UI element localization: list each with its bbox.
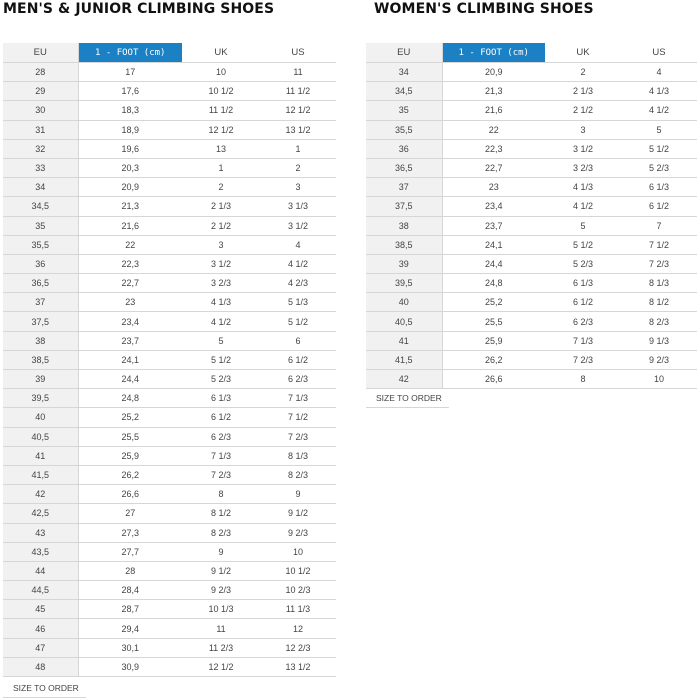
cell-uk: 2: [182, 178, 260, 197]
cell-us: 9: [260, 485, 336, 504]
table-row: [366, 101, 697, 120]
cell-us: 5 1/3: [260, 293, 336, 312]
cell-uk: 6 2/3: [182, 427, 260, 446]
cell-eu: 40: [3, 408, 78, 427]
mens-size-table: [3, 43, 336, 677]
cell-foot-cm: 24,8: [442, 274, 545, 293]
cell-us: 10: [621, 370, 697, 389]
cell-us: 9 2/3: [260, 523, 336, 542]
cell-foot-cm: 20,9: [78, 178, 182, 197]
cell-eu: 38,5: [366, 235, 442, 254]
cell-us: 3 1/2: [260, 216, 336, 235]
cell-eu: 42,5: [3, 504, 78, 523]
cell-us: 8 2/3: [621, 312, 697, 331]
cell-eu: 38: [3, 331, 78, 350]
cell-uk: 2 1/3: [545, 82, 621, 101]
cell-us: 5 1/2: [621, 139, 697, 158]
cell-foot-cm: 27: [78, 504, 182, 523]
table-row: [3, 504, 336, 523]
cell-eu: 39: [3, 370, 78, 389]
table-row: [3, 158, 336, 177]
cell-uk: 10 1/2: [182, 82, 260, 101]
cell-us: 9 2/3: [621, 350, 697, 369]
cell-eu: 41,5: [3, 465, 78, 484]
cell-uk: 5: [182, 331, 260, 350]
table-row: [3, 638, 336, 657]
cell-foot-cm: 23,4: [78, 312, 182, 331]
cell-uk: 12 1/2: [182, 120, 260, 139]
cell-foot-cm: 22,7: [442, 158, 545, 177]
table-row: [3, 561, 336, 580]
cell-uk: 7 2/3: [182, 465, 260, 484]
cell-foot-cm: 18,3: [78, 101, 182, 120]
womens-title: WOMEN'S CLIMBING SHOES: [374, 1, 594, 17]
cell-foot-cm: 17: [78, 63, 182, 82]
header-eu: EU: [3, 43, 78, 63]
cell-uk: 4 1/2: [182, 312, 260, 331]
table-row: [3, 197, 336, 216]
cell-us: 11 1/3: [260, 600, 336, 619]
table-row: [3, 427, 336, 446]
cell-eu: 37: [366, 178, 442, 197]
cell-eu: 35,5: [3, 235, 78, 254]
cell-uk: 4 1/2: [545, 197, 621, 216]
table-row: [366, 293, 697, 312]
cell-eu: 29: [3, 82, 78, 101]
cell-foot-cm: 26,2: [442, 350, 545, 369]
cell-eu: 39,5: [366, 274, 442, 293]
cell-us: 11 1/2: [260, 82, 336, 101]
cell-foot-cm: 27,3: [78, 523, 182, 542]
cell-foot-cm: 25,2: [442, 293, 545, 312]
cell-eu: 39: [366, 254, 442, 273]
cell-us: 6: [260, 331, 336, 350]
cell-uk: 6 1/3: [182, 389, 260, 408]
cell-eu: 43,5: [3, 542, 78, 561]
cell-eu: 37,5: [3, 312, 78, 331]
cell-us: 12 2/3: [260, 638, 336, 657]
cell-us: 4: [621, 63, 697, 82]
cell-foot-cm: 22,7: [78, 274, 182, 293]
cell-uk: 10 1/3: [182, 600, 260, 619]
cell-uk: 7 2/3: [545, 350, 621, 369]
cell-foot-cm: 25,5: [442, 312, 545, 331]
cell-uk: 9: [182, 542, 260, 561]
cell-us: 10 1/2: [260, 561, 336, 580]
cell-uk: 11 1/2: [182, 101, 260, 120]
table-row: [3, 389, 336, 408]
table-row: [366, 312, 697, 331]
cell-eu: 35,5: [366, 120, 442, 139]
cell-eu: 30: [3, 101, 78, 120]
cell-us: 11: [260, 63, 336, 82]
cell-foot-cm: 29,4: [78, 619, 182, 638]
cell-eu: 31: [3, 120, 78, 139]
table-row: [3, 446, 336, 465]
table-row: [3, 523, 336, 542]
cell-uk: 3 2/3: [182, 274, 260, 293]
header-us: US: [621, 43, 697, 63]
cell-uk: 5 2/3: [182, 370, 260, 389]
cell-us: 7 1/3: [260, 389, 336, 408]
cell-uk: 2 1/2: [182, 216, 260, 235]
cell-foot-cm: 21,6: [78, 216, 182, 235]
cell-foot-cm: 23,7: [78, 331, 182, 350]
womens-size-table: [366, 43, 697, 389]
table-row: [3, 120, 336, 139]
table-row: [366, 139, 697, 158]
cell-us: 4: [260, 235, 336, 254]
cell-foot-cm: 24,4: [442, 254, 545, 273]
cell-uk: 3 1/2: [545, 139, 621, 158]
cell-foot-cm: 25,2: [78, 408, 182, 427]
cell-eu: 45: [3, 600, 78, 619]
cell-eu: 28: [3, 63, 78, 82]
cell-uk: 3: [182, 235, 260, 254]
cell-us: 7 1/2: [621, 235, 697, 254]
cell-us: 5: [621, 120, 697, 139]
table-row: [3, 331, 336, 350]
size-to-order-note: SIZE TO ORDER: [3, 681, 86, 698]
cell-us: 13 1/2: [260, 120, 336, 139]
table-row: [366, 235, 697, 254]
cell-foot-cm: 21,3: [78, 197, 182, 216]
cell-foot-cm: 23: [442, 178, 545, 197]
cell-uk: 3 2/3: [545, 158, 621, 177]
table-row: [366, 216, 697, 235]
cell-us: 8 1/2: [621, 293, 697, 312]
cell-uk: 12 1/2: [182, 657, 260, 676]
cell-foot-cm: 22,3: [78, 254, 182, 273]
cell-uk: 4 1/3: [182, 293, 260, 312]
cell-eu: 37,5: [366, 197, 442, 216]
cell-uk: 5 1/2: [545, 235, 621, 254]
table-row: [3, 101, 336, 120]
header-eu: EU: [366, 43, 442, 63]
table-row: [366, 158, 697, 177]
cell-eu: 48: [3, 657, 78, 676]
table-row: [3, 408, 336, 427]
cell-eu: 42: [366, 370, 442, 389]
cell-uk: 6 1/2: [182, 408, 260, 427]
cell-uk: 6 1/3: [545, 274, 621, 293]
cell-eu: 38,5: [3, 350, 78, 369]
table-header-row: [366, 43, 697, 63]
cell-foot-cm: 27,7: [78, 542, 182, 561]
cell-uk: 3: [545, 120, 621, 139]
table-row: [366, 63, 697, 82]
cell-uk: 8 2/3: [182, 523, 260, 542]
cell-foot-cm: 20,9: [442, 63, 545, 82]
cell-us: 8 2/3: [260, 465, 336, 484]
table-row: [366, 120, 697, 139]
cell-us: 5 1/2: [260, 312, 336, 331]
table-row: [366, 370, 697, 389]
table-row: [3, 293, 336, 312]
cell-foot-cm: 24,1: [442, 235, 545, 254]
cell-foot-cm: 30,9: [78, 657, 182, 676]
table-row: [366, 82, 697, 101]
cell-us: 5 2/3: [621, 158, 697, 177]
cell-foot-cm: 26,6: [78, 485, 182, 504]
cell-eu: 42: [3, 485, 78, 504]
header-foot-cm: 1 - FOOT (cm): [78, 43, 182, 63]
table-row: [3, 235, 336, 254]
table-row: [3, 139, 336, 158]
cell-foot-cm: 26,2: [78, 465, 182, 484]
cell-uk: 9 1/2: [182, 561, 260, 580]
cell-eu: 36,5: [366, 158, 442, 177]
cell-eu: 44: [3, 561, 78, 580]
cell-foot-cm: 24,4: [78, 370, 182, 389]
table-header-row: [3, 43, 336, 63]
cell-uk: 5 2/3: [545, 254, 621, 273]
cell-foot-cm: 22: [78, 235, 182, 254]
cell-eu: 40,5: [366, 312, 442, 331]
cell-us: 4 1/2: [260, 254, 336, 273]
table-row: [3, 657, 336, 676]
cell-eu: 36: [3, 254, 78, 273]
cell-us: 6 1/2: [621, 197, 697, 216]
cell-us: 6 2/3: [260, 370, 336, 389]
cell-us: 2: [260, 158, 336, 177]
cell-foot-cm: 28,4: [78, 581, 182, 600]
cell-uk: 6 2/3: [545, 312, 621, 331]
cell-us: 7 2/3: [621, 254, 697, 273]
cell-us: 3: [260, 178, 336, 197]
table-row: [3, 542, 336, 561]
cell-us: 10: [260, 542, 336, 561]
cell-uk: 5 1/2: [182, 350, 260, 369]
cell-us: 9 1/2: [260, 504, 336, 523]
cell-uk: 9 2/3: [182, 581, 260, 600]
cell-uk: 4 1/3: [545, 178, 621, 197]
cell-us: 6 1/3: [621, 178, 697, 197]
header-uk: UK: [545, 43, 621, 63]
cell-foot-cm: 28: [78, 561, 182, 580]
cell-uk: 10: [182, 63, 260, 82]
cell-foot-cm: 23,7: [442, 216, 545, 235]
cell-eu: 40,5: [3, 427, 78, 446]
cell-us: 12: [260, 619, 336, 638]
cell-foot-cm: 24,8: [78, 389, 182, 408]
cell-uk: 2 1/2: [545, 101, 621, 120]
cell-foot-cm: 25,9: [78, 446, 182, 465]
cell-foot-cm: 24,1: [78, 350, 182, 369]
cell-us: 4 2/3: [260, 274, 336, 293]
table-row: [3, 312, 336, 331]
table-row: [3, 600, 336, 619]
cell-eu: 36,5: [3, 274, 78, 293]
cell-us: 7 2/3: [260, 427, 336, 446]
cell-uk: 7 1/3: [545, 331, 621, 350]
cell-foot-cm: 23,4: [442, 197, 545, 216]
cell-us: 7 1/2: [260, 408, 336, 427]
cell-us: 12 1/2: [260, 101, 336, 120]
cell-foot-cm: 20,3: [78, 158, 182, 177]
cell-foot-cm: 26,6: [442, 370, 545, 389]
cell-eu: 41: [366, 331, 442, 350]
cell-eu: 34: [3, 178, 78, 197]
cell-us: 10 2/3: [260, 581, 336, 600]
header-us: US: [260, 43, 336, 63]
cell-eu: 34,5: [366, 82, 442, 101]
cell-us: 6 1/2: [260, 350, 336, 369]
table-row: [3, 370, 336, 389]
cell-eu: 47: [3, 638, 78, 657]
cell-us: 3 1/3: [260, 197, 336, 216]
cell-uk: 8 1/2: [182, 504, 260, 523]
cell-foot-cm: 17,6: [78, 82, 182, 101]
cell-us: 8 1/3: [260, 446, 336, 465]
cell-uk: 8: [182, 485, 260, 504]
table-row: [3, 465, 336, 484]
cell-us: 8 1/3: [621, 274, 697, 293]
cell-foot-cm: 23: [78, 293, 182, 312]
cell-uk: 3 1/2: [182, 254, 260, 273]
table-row: [366, 197, 697, 216]
table-row: [366, 274, 697, 293]
cell-uk: 8: [545, 370, 621, 389]
cell-foot-cm: 19,6: [78, 139, 182, 158]
table-row: [366, 350, 697, 369]
cell-uk: 2: [545, 63, 621, 82]
cell-uk: 1: [182, 158, 260, 177]
cell-uk: 11: [182, 619, 260, 638]
cell-eu: 40: [366, 293, 442, 312]
cell-uk: 6 1/2: [545, 293, 621, 312]
cell-uk: 11 2/3: [182, 638, 260, 657]
cell-us: 4 1/2: [621, 101, 697, 120]
cell-eu: 35: [366, 101, 442, 120]
table-row: [3, 619, 336, 638]
mens-junior-title: MEN'S & JUNIOR CLIMBING SHOES: [3, 1, 275, 17]
table-row: [3, 82, 336, 101]
cell-us: 13 1/2: [260, 657, 336, 676]
cell-eu: 36: [366, 139, 442, 158]
cell-eu: 33: [3, 158, 78, 177]
cell-uk: 5: [545, 216, 621, 235]
cell-eu: 39,5: [3, 389, 78, 408]
cell-eu: 41: [3, 446, 78, 465]
table-row: [366, 331, 697, 350]
table-row: [3, 485, 336, 504]
cell-eu: 32: [3, 139, 78, 158]
table-row: [3, 254, 336, 273]
cell-eu: 43: [3, 523, 78, 542]
header-uk: UK: [182, 43, 260, 63]
table-row: [3, 216, 336, 235]
cell-foot-cm: 30,1: [78, 638, 182, 657]
cell-eu: 41,5: [366, 350, 442, 369]
cell-foot-cm: 21,3: [442, 82, 545, 101]
size-to-order-note: SIZE TO ORDER: [366, 391, 449, 408]
cell-eu: 44,5: [3, 581, 78, 600]
table-row: [366, 254, 697, 273]
header-foot-cm: 1 - FOOT (cm): [442, 43, 545, 63]
table-row: [3, 350, 336, 369]
cell-uk: 2 1/3: [182, 197, 260, 216]
cell-eu: 38: [366, 216, 442, 235]
cell-us: 1: [260, 139, 336, 158]
cell-eu: 34,5: [3, 197, 78, 216]
cell-foot-cm: 22: [442, 120, 545, 139]
cell-foot-cm: 21,6: [442, 101, 545, 120]
cell-eu: 34: [366, 63, 442, 82]
table-row: [366, 178, 697, 197]
table-row: [3, 178, 336, 197]
cell-foot-cm: 25,5: [78, 427, 182, 446]
cell-foot-cm: 18,9: [78, 120, 182, 139]
table-row: [3, 274, 336, 293]
cell-foot-cm: 28,7: [78, 600, 182, 619]
cell-us: 9 1/3: [621, 331, 697, 350]
cell-eu: 46: [3, 619, 78, 638]
table-row: [3, 63, 336, 82]
cell-foot-cm: 22,3: [442, 139, 545, 158]
cell-eu: 37: [3, 293, 78, 312]
cell-foot-cm: 25,9: [442, 331, 545, 350]
cell-us: 7: [621, 216, 697, 235]
table-row: [3, 581, 336, 600]
cell-eu: 35: [3, 216, 78, 235]
cell-uk: 7 1/3: [182, 446, 260, 465]
cell-uk: 13: [182, 139, 260, 158]
cell-us: 4 1/3: [621, 82, 697, 101]
